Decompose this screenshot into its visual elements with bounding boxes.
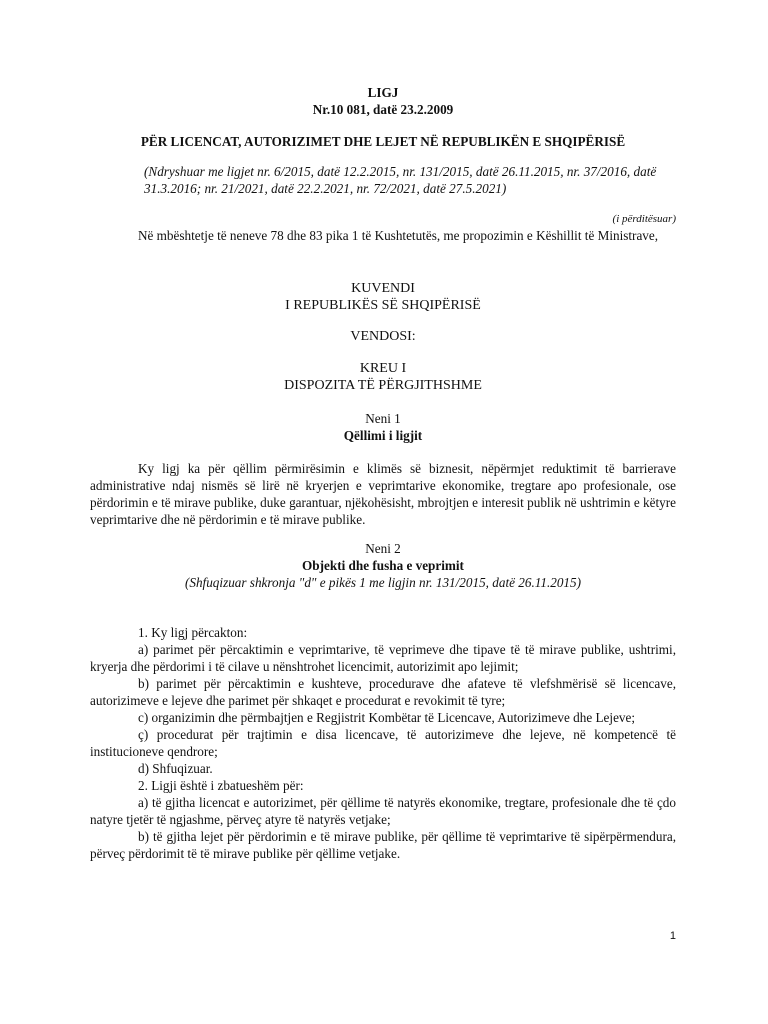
article-2-number: Neni 2 [365,541,401,556]
list-item: a) të gjitha licencat e autorizimet, për qëllime të natyrës ekonomike, tregtare, profesionale dhe të çdo natyre tjetër të ngjashme, përveç atyre të natyrës vetjake; [90,795,676,827]
page-number: 1 [669,930,676,942]
list-item: 1. Ky ligj përcakton: [138,625,248,640]
article-2-note: (Shfuqizuar shkronja "d" e pikës 1 me ligjin nr. 131/2015, datë 26.11.2015) [184,575,582,590]
article-1-title: Qëllimi i ligjit [343,428,423,443]
preamble: Në mbështetje të neneve 78 dhe 83 pika 1 të Kushtetutës, me propozimin e Këshillit të Ministrave, [138,228,659,243]
list-item: c) organizimin dhe përmbajtjen e Regjistrit Kombëtar të Licencave, Autorizimeve dhe Lejeve; [138,710,636,725]
article-1-text: Ky ligj ka për qëllim përmirësimin e klimës së biznesit, nëpërmjet reduktimit të barrierave administrative ndaj nismës së lirë në kryerjen e veprimtarive ekonomike, tregtare apo profesionale, ose përdorimin e të mirave publike, duke garantuar, njëkohësisht, mbrojtjen e interesit publik në ushtrimin e këtyre veprimtarive dhe në përdorimin e të mirave publike. [90,461,676,527]
list-item: 2. Ligji është i zbatueshëm për: [138,778,304,793]
list-item: b) të gjitha lejet për përdorimin e të mirave publike, për qëllime të veprimtarive të sipërpërmendura, përveç përdorimit të të mirave publike për qëllime vetjake. [90,829,676,861]
law-title: PËR LICENCAT, AUTORIZIMET DHE LEJET NË REPUBLIKËN E SHQIPËRISË [140,134,626,149]
article-2-title: Objekti dhe fusha e veprimit [302,558,464,573]
chapter-heading [90,360,676,394]
list-item: ç) procedurat për trajtimin e disa licencave, të autorizimeve dhe lejeve, në kompetencë të institucioneve qendrore; [90,727,676,759]
assembly-heading [90,280,676,314]
article-2-body [90,624,676,862]
assembly-line-2: I REPUBLIKËS SË SHQIPËRISË [285,298,481,313]
decided-heading: VENDOSI: [350,329,416,344]
amendment-note: (Ndryshuar me ligjet nr. 6/2015, datë 12.2.2015, nr. 131/2015, datë 26.11.2015, nr. 37/2016, datë 31.3.2016; nr. 21/2021, datë 22.2.2021, nr. 72/2021, datë 27.5.2021) [144,164,657,196]
list-item: a) parimet për përcaktimin e veprimtarive, të veprimeve dhe tipave të të mirave publike, ushtrimi, kryerja dhe përdorimi i të cilave u nënshtrohet licencimit, autorizimit apo lejimit; [90,642,676,674]
article-2-heading [90,540,676,591]
list-item: b) parimet për përcaktimin e kushteve, procedurave dhe afateve të vlefshmërisë së licencave, autorizimeve e lejeve dhe parimet për shkaqet e procedurat e revokimit të tyre; [90,676,676,708]
chapter-number: KREU I [359,361,407,376]
article-1-heading [90,410,676,444]
list-item: d) Shfuqizuar. [138,761,213,776]
article-1-number: Neni 1 [365,411,401,426]
law-heading [90,84,676,118]
assembly-line-1: KUVENDI [351,281,415,296]
chapter-title: DISPOZITA TË PËRGJITHSHME [284,378,482,393]
law-number: Nr.10 081, datë 23.2.2009 [312,102,454,117]
updated-note: (i përditësuar) [612,213,676,225]
law-label: LIGJ [367,85,399,100]
